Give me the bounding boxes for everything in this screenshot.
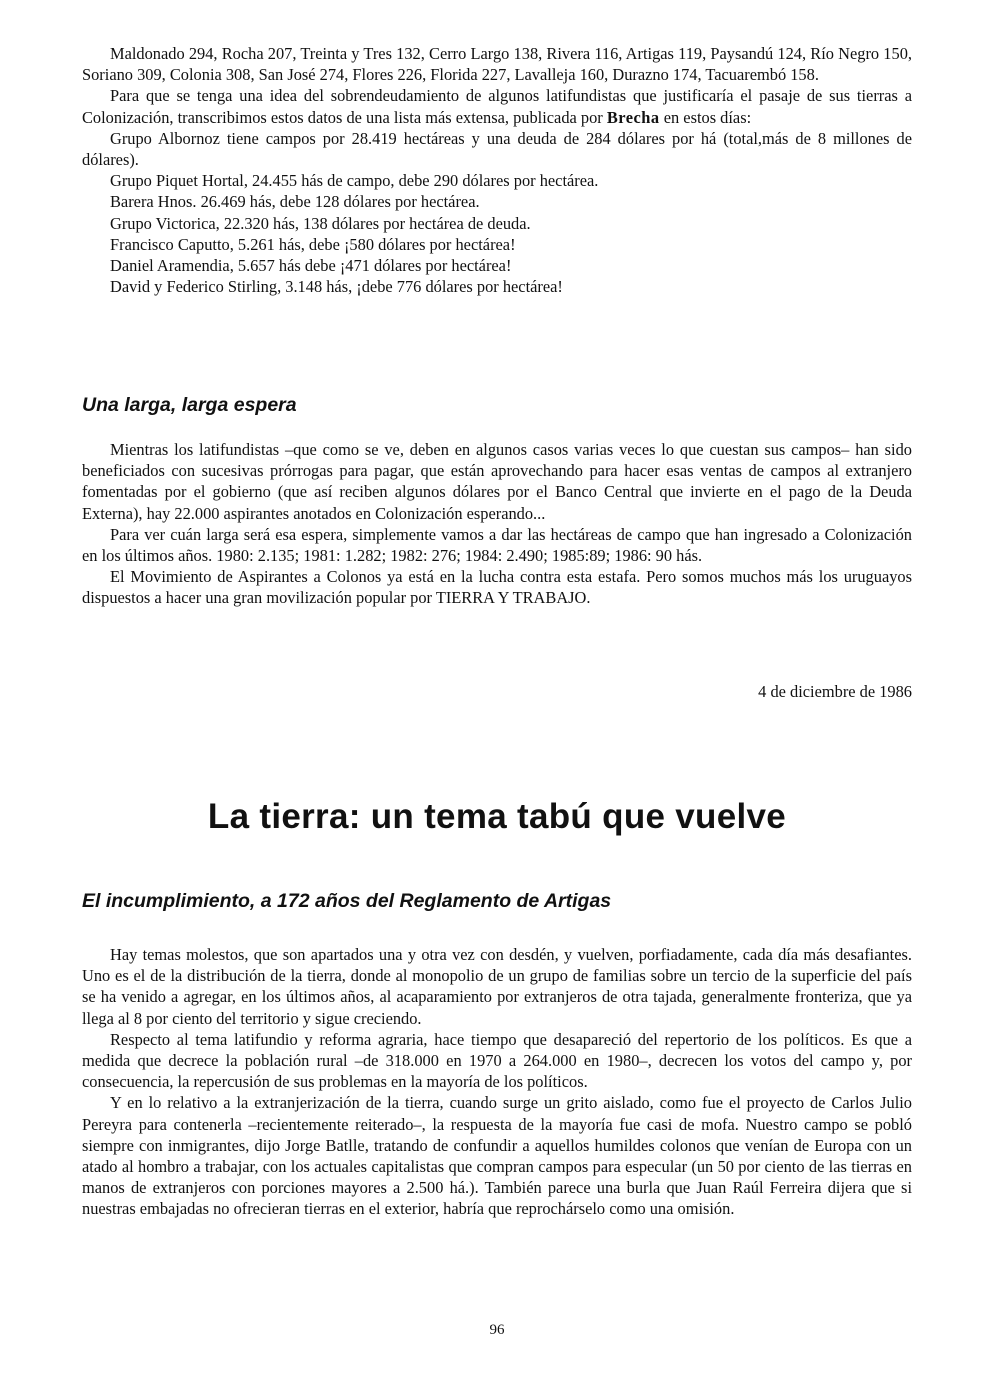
article-paragraph: Respecto al tema latifundio y reforma agraria, hace tiempo que desapareció del repertorio de los políticos. Es que a medida que decrece la población rural –de 318.000 en 1970 a 264.000 en 1980–, decrecen los votos del campo y, por consecuencia, la repercusión de sus problemas en la mayoría de los políticos. <box>82 1029 912 1092</box>
article-body <box>82 944 912 1220</box>
section-heading-block <box>82 393 912 417</box>
article-paragraph: Y en lo relativo a la extranjerización de la tierra, cuando surge un grito aislado, como fue el proyecto de Carlos Julio Pereyra para contenerla –recientemente reiterado–, la respuesta de la mayoría fue casi de mofa. Nuestro campo se pobló siempre con inmigrantes, dijo Jorge Batlle, tratando de confundir a aquellos humildes colonos que venían de Europa con un atado al hombro a trabajar, con los actuales capitalistas que compran campos para especular (un 50 por ciento de las tierras en manos de extranjeros con porciones mayores a 2.500 há.). También parece una burla que Juan Raúl Ferreira dijera que si nuestras embajadas no ofrecieran tierras en el exterior, habría que reprochárselo como una omisión. <box>82 1093 912 1219</box>
article-title-block <box>82 797 912 837</box>
top-block <box>82 43 912 297</box>
article-title: La tierra: un tema tabú que vuelve <box>207 797 787 836</box>
debt-list-item: Barera Hnos. 26.469 hás, debe 128 dólares por hectárea. <box>110 192 480 212</box>
dateline: 4 de diciembre de 1986 <box>758 682 912 701</box>
section-heading: Una larga, larga espera <box>82 394 297 416</box>
section-body <box>82 439 912 609</box>
debt-list-item: David y Federico Stirling, 3.148 hás, ¡debe 776 dólares por hectárea! <box>110 277 563 297</box>
department-list-paragraph: Maldonado 294, Rocha 207, Treinta y Tres 132, Cerro Largo 138, Rivera 116, Artigas 119, Paysandú 124, Río Negro 150, Soriano 309, Colonia 308, San José 274, Flores 226, Florida 227, Lavalleja 160, Durazno 174, Tacuarembó 158. <box>82 44 912 85</box>
section-paragraph: Mientras los latifundistas –que como se ve, deben en algunos casos varias veces lo que cuestan sus campos– han sido beneficiados con sucesivas prórrogas para pagar, que están aprovechando para hacer esas ventas de campos al extranjero fomentadas por el gobierno (que así reciben algunos dólares por el Banco Central que invierte en el pago de la Deuda Externa), hay 22.000 aspirantes anotados en Colonización esperando... <box>82 440 912 523</box>
page-footer <box>82 1320 912 1341</box>
debt-list-item: Francisco Caputto, 5.261 hás, debe ¡580 dólares por hectárea! <box>110 234 516 254</box>
debt-list-item: Grupo Albornoz tiene campos por 28.419 hectáreas y una deuda de 284 dólares por há (total,más de 8 millones de dólares). <box>82 128 912 170</box>
section-paragraph: El Movimiento de Aspirantes a Colonos ya está en la lucha contra esta estafa. Pero somos muchos más los uruguayos dispuestos a hacer una gran movilización popular por TIERRA Y TRABAJO. <box>82 567 912 608</box>
intro-text-a: Para que se tenga una idea del sobrendeudamiento de algunos latifundistas que justificaría el pasaje de sus tierras a Colonización, transcribimos estos datos de una lista más extensa, publicada por <box>82 86 912 127</box>
debt-list-item: Daniel Aramendia, 5.657 hás debe ¡471 dólares por hectárea! <box>110 256 512 276</box>
page-number: 96 <box>489 1322 505 1338</box>
section-paragraph: Para ver cuán larga será esa espera, simplemente vamos a dar las hectáreas de campo que han ingresado a Colonización en los últimos años. 1980: 2.135; 1981: 1.282; 1982: 276; 1984: 2.490; 1985:89; 1986: 90 hás. <box>82 524 912 566</box>
debt-list-item: Grupo Piquet Hortal, 24.455 hás de campo, debe 290 dólares por hectárea. <box>110 171 599 191</box>
overindebtedness-intro <box>82 85 912 127</box>
brecha-name: Brecha <box>606 107 660 127</box>
article-subtitle: El incumplimiento, a 172 años del Reglamento de Artigas <box>82 890 612 912</box>
debt-list-item: Grupo Victorica, 22.320 hás, 138 dólares por hectárea de deuda. <box>110 213 531 233</box>
date-block <box>82 681 912 702</box>
article-paragraph: Hay temas molestos, que son apartados una y otra vez con desdén, y vuelven, porfiadamente, cada día más desafiantes. Uno es el de la distribución de la tierra, donde al monopolio de un grupo de familias sobre un tercio de la superficie del país se ha venido a agregar, en los últimos años, al acaparamiento por extranjeros de otra tajada, generalmente fronteriza, que ya llega al 8 por ciento del territorio y sigue creciendo. <box>82 945 912 1028</box>
article-subtitle-block <box>82 889 912 913</box>
intro-text-b: en estos días: <box>663 107 752 127</box>
